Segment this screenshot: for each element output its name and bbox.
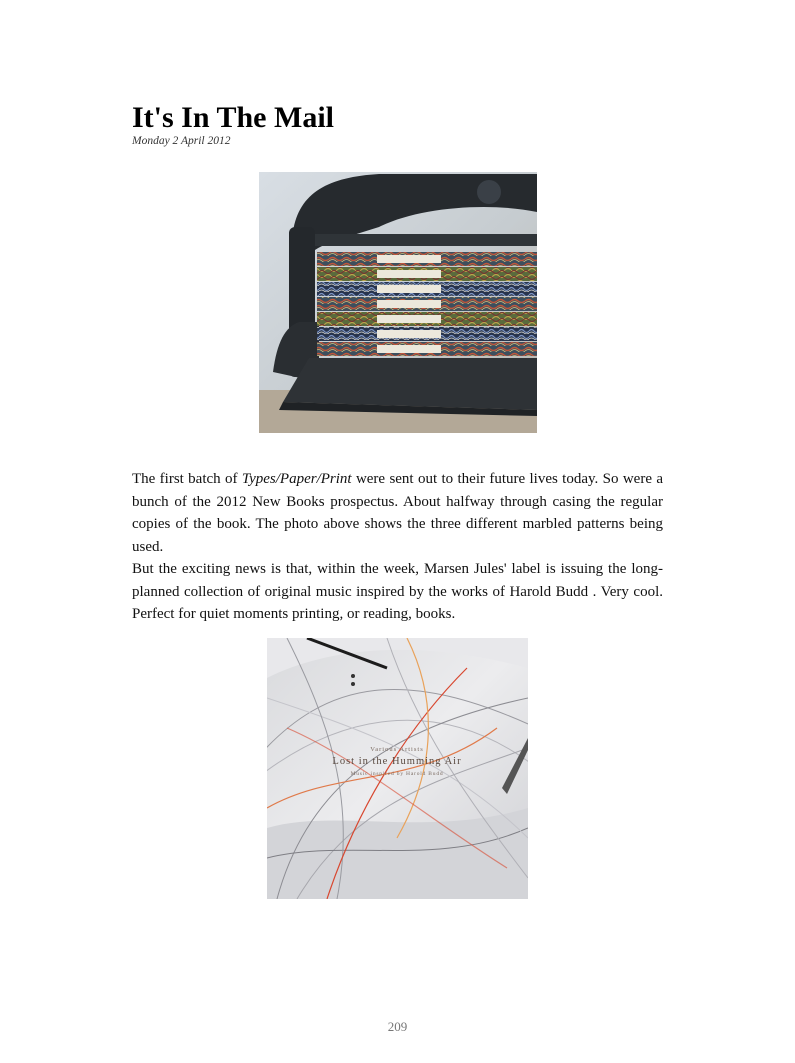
book-title-emphasis: Types/Paper/Print (241, 471, 352, 487)
album-artist: Various Artists (370, 746, 424, 753)
album-cover-image (267, 638, 528, 899)
post-body (132, 468, 663, 626)
book-press-illustration (259, 172, 537, 433)
album-cover-illustration (267, 638, 528, 899)
album-title: Lost in the Humming Air (332, 756, 462, 767)
post-date: Monday 2 April 2012 (132, 135, 231, 147)
post-title: It's In The Mail (132, 101, 334, 134)
book-spines (317, 252, 537, 356)
page-number: 209 (387, 1019, 408, 1034)
paragraph-exciting-news: But the exciting news is that, within the week, Marsen Jules' label is issuing the long-planned collection of original music inspired by the works of Harold Budd . Very cool. Perfect for quiet moments printing, or reading, books. (132, 561, 663, 622)
paragraph-text: The first batch of (132, 471, 242, 487)
book-press-photo (259, 172, 537, 433)
paragraph-text: were sent out to their future lives today. So were a bunch of the 2012 New Books prospectus. About halfway through casing the regular copies of the book. The photo above shows the three different marbled patterns being used. (132, 471, 663, 555)
paragraph-first-batch (132, 468, 663, 558)
album-subtitle: Music inspired by Harold Budd (350, 771, 444, 777)
